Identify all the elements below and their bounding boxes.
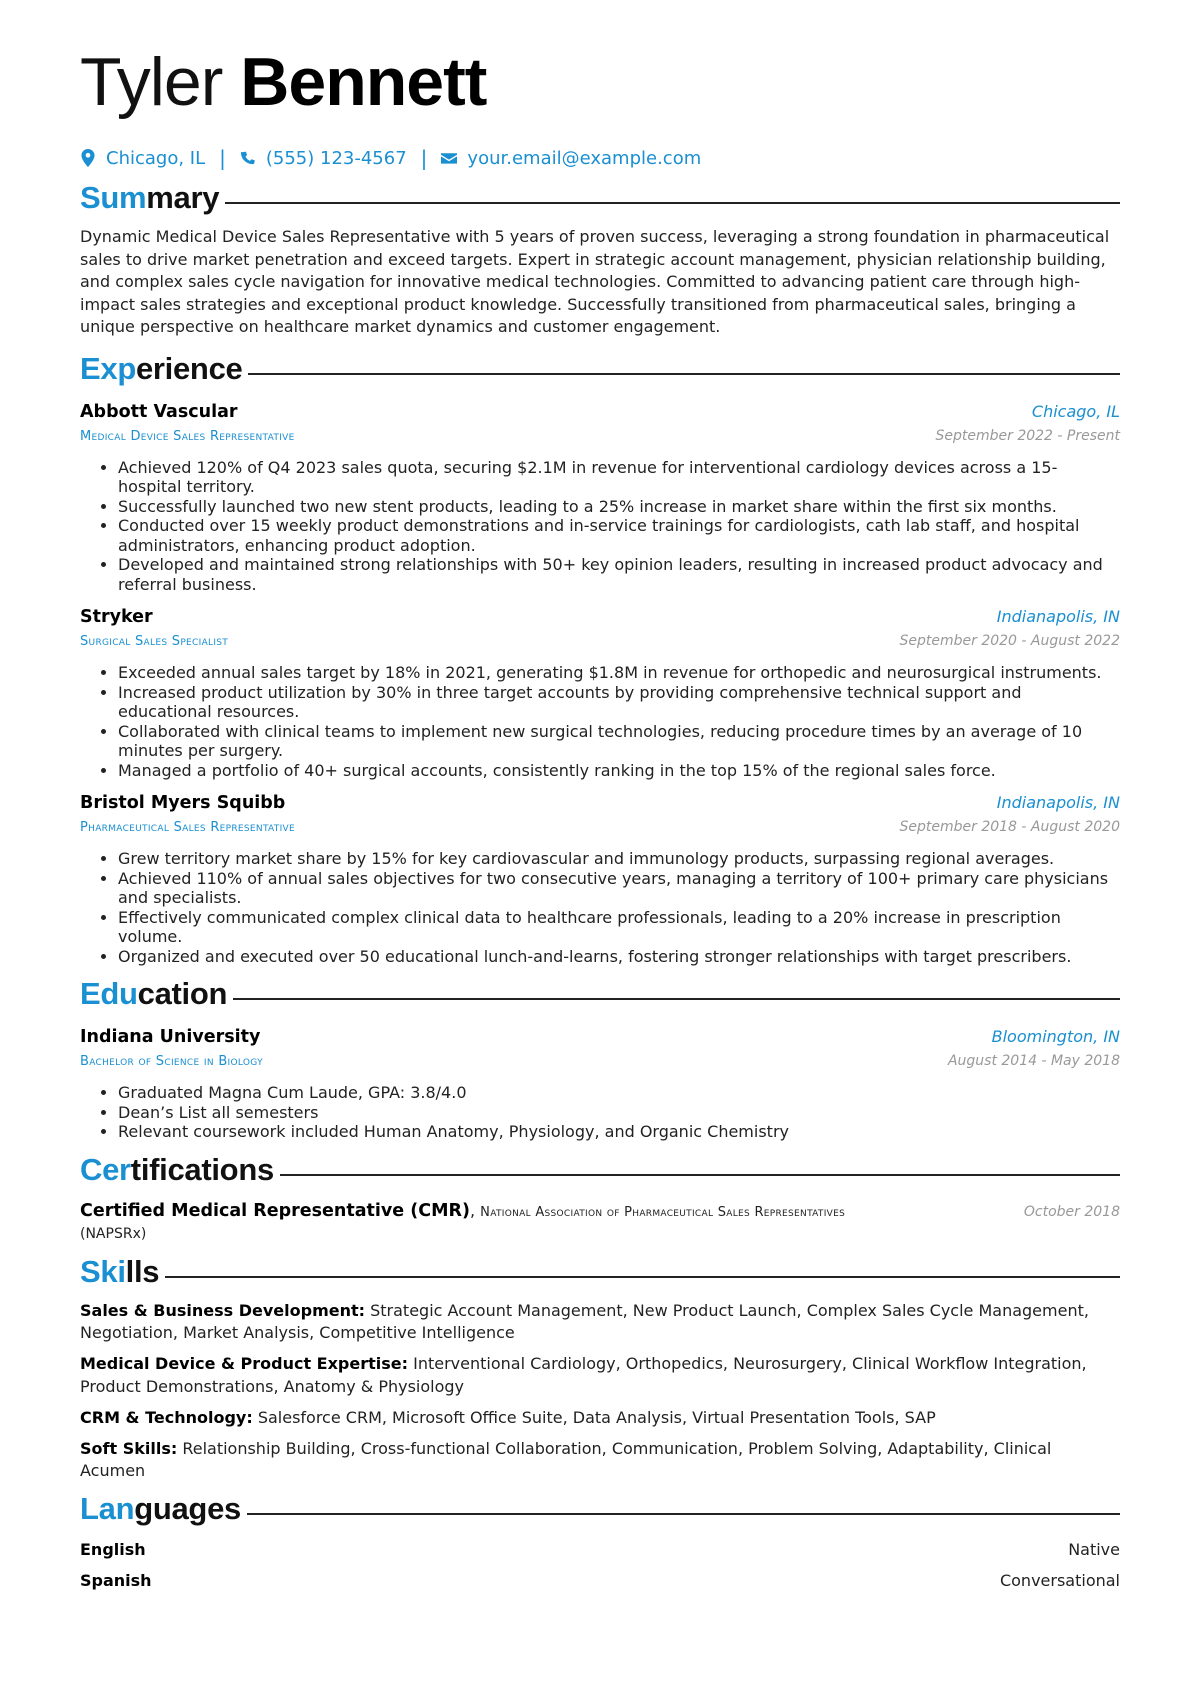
list-item: • Dean’s List all semesters — [118, 1103, 1120, 1123]
section-rule — [165, 1276, 1120, 1278]
company-name: Stryker — [80, 607, 153, 627]
languages-section — [80, 1491, 1120, 1592]
candidate-name — [80, 40, 1120, 124]
education-entry — [80, 1024, 1120, 1142]
list-item: • Exceeded annual sales target by 18% in 2021, generating $1.8M in revenue for orthopedic and neurosurgical instruments. — [118, 663, 1120, 683]
experience-entry — [80, 790, 1120, 966]
list-item: • Organized and executed over 50 educational lunch-and-learns, fostering stronger relationships with target prescribers. — [118, 947, 1120, 967]
achievement-list — [80, 458, 1120, 595]
summary-text: Dynamic Medical Device Sales Representative with 5 years of proven success, leveraging a strong foundation in pharmaceutical sales to drive market penetration and exceed targets. Expert in strategic account management, physician relationship building, and complex sales cycle navigation for innovative medical technologies. Committed to advancing patient care through high-impact sales strategies and exceptional product knowledge. Successfully transitioned from pharmaceutical sales, bringing a unique perspective on healthcare market dynamics and customer engagement. — [80, 227, 1110, 336]
company-name: Bristol Myers Squibb — [80, 793, 286, 813]
certification-entry — [80, 1198, 1120, 1244]
location-text: Chicago, IL — [106, 147, 206, 169]
job-location: Indianapolis, IN — [996, 793, 1120, 812]
section-heading — [80, 1152, 1120, 1194]
skill-category: CRM & Technology: — [80, 1407, 253, 1427]
skills-section — [80, 1254, 1120, 1483]
list-item: • Grew territory market share by 15% for key cardiovascular and immunology products, surpassing regional averages. — [118, 849, 1120, 869]
company-name: Abbott Vascular — [80, 401, 238, 422]
certification-issuer-abbr: (NAPSRx) — [80, 1225, 147, 1242]
certifications-section — [80, 1152, 1120, 1244]
list-item: • Achieved 110% of annual sales objectives for two consecutive years, managing a territory of 100+ primary care physicians and specialists. — [118, 869, 1120, 908]
section-title: Experience — [80, 350, 243, 386]
job-dates: September 2020 - August 2022 — [899, 633, 1120, 649]
skill-row — [80, 1300, 1120, 1345]
section-rule — [248, 373, 1120, 375]
list-item: • Conducted over 15 weekly product demonstrations and in-service trainings for cardiologists, cath lab staff, and hospital administrators, enhancing product adoption. — [118, 516, 1120, 555]
language-level: Conversational — [999, 1571, 1120, 1590]
skill-values: Relationship Building, Cross-functional Collaboration, Communication, Problem Solving, Adaptability, Clinical Acumen — [80, 1438, 1052, 1480]
school-location: Bloomington, IN — [991, 1027, 1120, 1046]
section-title: Skills — [80, 1253, 160, 1289]
contact-separator: | — [420, 146, 428, 170]
first-name: Tyler — [80, 44, 223, 120]
list-item: • Increased product utilization by 30% in three target accounts by providing comprehensive technical support and educational resources. — [118, 683, 1120, 722]
section-title: Education — [80, 976, 228, 1011]
certification-separator: , — [470, 1200, 481, 1220]
list-item: • Relevant coursework included Human Anatomy, Physiology, and Organic Chemistry — [118, 1122, 1120, 1142]
experience-entry — [80, 399, 1120, 595]
language-row — [80, 1539, 1120, 1561]
list-item: • Managed a portfolio of 40+ surgical accounts, consistently ranking in the top 15% of the regional sales force. — [118, 761, 1120, 781]
job-title: Pharmaceutical Sales Representative — [80, 820, 296, 835]
section-rule — [225, 202, 1120, 204]
list-item: • Collaborated with clinical teams to implement new surgical technologies, reducing procedure times by an average of 10 minutes per surgery. — [118, 722, 1120, 761]
last-name: Bennett — [240, 44, 487, 120]
skill-row — [80, 1438, 1120, 1483]
skill-values: Salesforce CRM, Microsoft Office Suite, Data Analysis, Virtual Presentation Tools, SAP — [252, 1407, 936, 1427]
list-item: • Effectively communicated complex clinical data to healthcare professionals, leading to a 20% increase in prescription volume. — [118, 908, 1120, 947]
experience-section — [80, 351, 1120, 967]
job-dates: September 2018 - August 2020 — [899, 819, 1120, 835]
education-section — [80, 976, 1120, 1142]
contact-phone — [240, 148, 407, 169]
section-heading — [80, 1254, 1120, 1296]
degree: Bachelor of Science in Biology — [80, 1054, 263, 1069]
language-level: Native — [1068, 1540, 1120, 1559]
skill-category: Sales & Business Development: — [80, 1300, 366, 1320]
certification-line — [80, 1198, 845, 1224]
job-title: Surgical Sales Specialist — [80, 634, 229, 649]
section-heading — [80, 180, 1120, 222]
job-title: Medical Device Sales Representative — [80, 428, 295, 444]
section-heading — [80, 1491, 1120, 1533]
summary-section — [80, 180, 1120, 339]
section-title: Summary — [80, 180, 220, 215]
skill-values: Interventional Cardiology, Orthopedics, Neurosurgery, Clinical Workflow Integration, Product Demonstrations, Anatomy & Physiology — [80, 1354, 1087, 1396]
email-link[interactable]: your.email@example.com — [467, 147, 702, 169]
language-name: English — [80, 1540, 146, 1559]
section-title: Languages — [80, 1491, 241, 1526]
skill-category: Medical Device & Product Expertise: — [80, 1354, 409, 1373]
list-item: • Successfully launched two new stent products, leading to a 25% increase in market share within the first six months. — [118, 497, 1120, 517]
list-item: • Developed and maintained strong relationships with 50+ key opinion leaders, resulting in increased product advocacy and referral business. — [118, 555, 1120, 594]
section-rule — [233, 998, 1120, 1000]
section-title: Certifications — [80, 1151, 274, 1187]
skill-category: Soft Skills: — [80, 1438, 178, 1458]
language-row — [80, 1570, 1120, 1592]
achievement-list — [80, 663, 1120, 780]
language-name: Spanish — [80, 1571, 152, 1590]
section-heading — [80, 351, 1120, 393]
skill-row — [80, 1353, 1120, 1398]
contact-line — [80, 142, 1120, 174]
experience-entry — [80, 604, 1120, 780]
skill-values: Strategic Account Management, New Product Launch, Complex Sales Cycle Management, Negotiation, Market Analysis, Competitive Intelligence — [80, 1300, 1089, 1342]
envelope-icon — [441, 149, 457, 167]
section-rule — [280, 1174, 1120, 1176]
achievement-list — [80, 849, 1120, 966]
contact-location — [80, 148, 205, 169]
school-name: Indiana University — [80, 1027, 261, 1047]
section-heading — [80, 976, 1120, 1018]
job-location: Indianapolis, IN — [996, 607, 1120, 626]
phone-icon — [240, 149, 256, 167]
map-pin-icon — [80, 149, 96, 167]
certification-name: Certified Medical Representative (CMR) — [80, 1200, 470, 1221]
contact-separator: | — [219, 146, 226, 170]
job-dates: September 2022 - Present — [935, 427, 1120, 444]
list-item: • Graduated Magna Cum Laude, GPA: 3.8/4.0 — [118, 1083, 1120, 1103]
skill-row — [80, 1407, 1120, 1430]
certification-date: October 2018 — [1023, 1203, 1120, 1220]
resume-page — [80, 40, 1120, 1601]
certification-issuer: National Association of Pharmaceutical Sales Representatives — [480, 1204, 846, 1220]
education-details — [80, 1083, 1120, 1142]
job-location: Chicago, IL — [1031, 401, 1120, 421]
phone-text: (555) 123-4567 — [265, 147, 407, 169]
education-dates: August 2014 - May 2018 — [947, 1053, 1120, 1069]
contact-email[interactable] — [441, 148, 701, 169]
section-rule — [247, 1513, 1120, 1515]
list-item: • Achieved 120% of Q4 2023 sales quota, securing $2.1M in revenue for interventional cardiology devices across a 15-hospital territory. — [118, 458, 1120, 497]
